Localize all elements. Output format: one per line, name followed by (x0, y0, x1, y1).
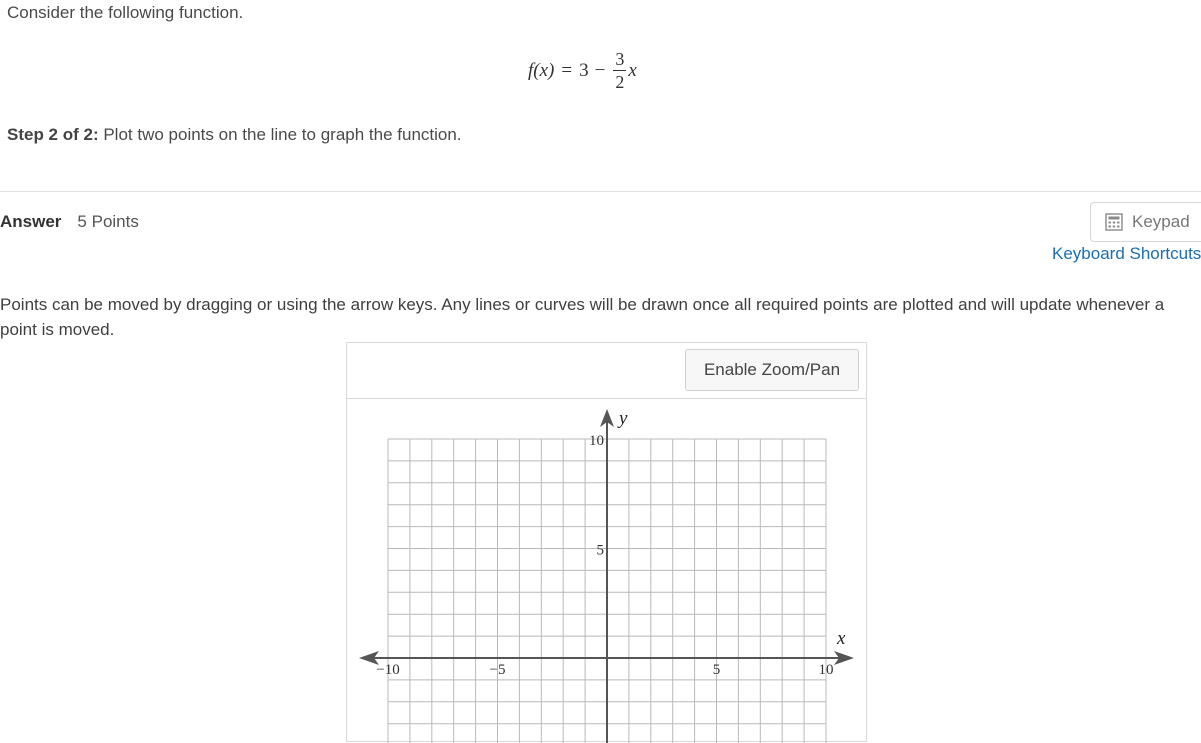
x-tick-label: −5 (489, 662, 506, 678)
enable-zoom-pan-button[interactable]: Enable Zoom/Pan (685, 349, 859, 391)
formula-variable: x (628, 59, 637, 81)
formula-constant: 3 (579, 59, 589, 81)
y-tick-label: 10 (589, 433, 604, 449)
x-tick-label: −10 (376, 662, 400, 678)
answer-points: 5 Points (77, 212, 139, 231)
fraction-numerator: 3 (615, 49, 625, 69)
step-label: Step 2 of 2: (7, 125, 99, 144)
question-intro: Consider the following function. (7, 3, 244, 22)
section-divider (0, 191, 1201, 192)
fraction-denominator: 2 (615, 72, 625, 92)
fraction-bar (613, 70, 626, 71)
y-axis-label: y (619, 408, 628, 429)
graph-instructions: Points can be moved by dragging or using the arrow keys. Any lines or curves will be drawn once all required points are plotted and will update whenever a point is moved. (0, 295, 1165, 339)
step-instruction (7, 125, 462, 145)
keyboard-shortcuts-link[interactable]: Keyboard Shortcuts (1052, 244, 1201, 263)
formula-equals: = (561, 59, 573, 81)
answer-header (0, 212, 139, 232)
y-tick-label: 5 (596, 542, 604, 559)
step-text: Plot two points on the line to graph the function. (98, 125, 462, 144)
formula-fraction (613, 50, 626, 91)
x-tick-label: 5 (712, 662, 721, 678)
keypad-label: Keypad (1132, 212, 1190, 231)
keypad-button[interactable] (1090, 202, 1201, 242)
calculator-icon (1105, 213, 1123, 231)
function-formula (528, 50, 637, 91)
formula-minus: − (594, 59, 606, 81)
graph-panel (346, 342, 867, 742)
x-axis-label: x (837, 628, 846, 649)
formula-lhs: f(x) (528, 59, 555, 81)
answer-label: Answer (0, 212, 62, 231)
x-tick-label: 10 (818, 662, 834, 678)
coordinate-plane[interactable] (347, 343, 866, 743)
